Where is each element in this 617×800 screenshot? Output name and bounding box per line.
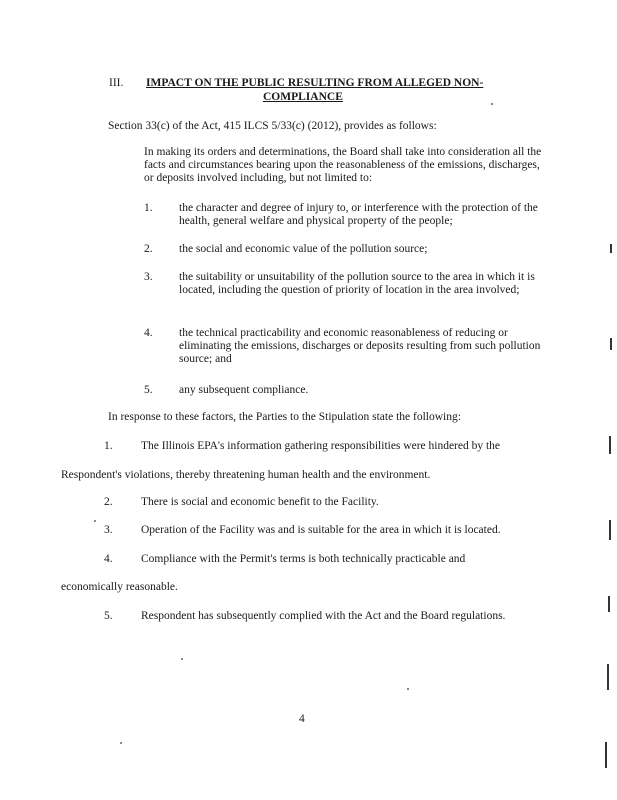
response-number: 1. <box>104 440 113 452</box>
scan-mark <box>610 244 612 253</box>
quote-item-text: the character and degree of injury to, or interference with the protection of the health, general welfare and physical property of the people; <box>179 202 538 227</box>
quote-item-number: 2. <box>144 243 153 255</box>
scan-speck <box>491 103 493 105</box>
intro-text: Section 33(c) of the Act, 415 ILCS 5/33(c) (2012), provides as follows: <box>108 120 437 132</box>
response-text: Respondent has subsequently complied with the Act and the Board regulations. <box>141 610 506 622</box>
response-text-continued: economically reasonable. <box>61 581 178 593</box>
response-text: Compliance with the Permit's terms is both technically practicable and <box>141 553 466 565</box>
page-number: 4 <box>299 713 305 725</box>
scan-mark <box>607 664 609 690</box>
response-number: 2. <box>104 496 113 508</box>
response-number: 3. <box>104 524 113 536</box>
scan-speck <box>181 658 183 660</box>
section-title-line1: IMPACT ON THE PUBLIC RESULTING FROM ALLEGED NON- <box>146 77 484 89</box>
response-text: Operation of the Facility was and is suitable for the area in which it is located. <box>141 524 501 536</box>
scan-mark <box>605 742 607 768</box>
quote-item-text: the technical practicability and economic reasonableness of reducing or eliminating the emissions, discharges or deposits resulting from such pollution source; and <box>179 327 541 365</box>
quote-item-number: 1. <box>144 202 153 214</box>
scan-speck <box>94 520 96 522</box>
scan-mark <box>610 338 612 350</box>
response-text: The Illinois EPA's information gathering responsibilities were hindered by the <box>141 440 501 452</box>
scan-mark <box>609 520 611 540</box>
scan-speck <box>407 688 409 690</box>
quote-item-text: the suitability or unsuitability of the pollution source to the area in which it is located, including the question of priority of location in the area involved; <box>179 271 535 296</box>
quote-item-number: 3. <box>144 271 153 283</box>
scan-speck <box>120 742 122 744</box>
quote-item-text: any subsequent compliance. <box>179 384 309 396</box>
section-title-line2: COMPLIANCE <box>263 91 343 103</box>
response-intro: In response to these factors, the Parties to the Stipulation state the following: <box>108 411 461 423</box>
quote-item-number: 5. <box>144 384 153 396</box>
quote-item-text: the social and economic value of the pollution source; <box>179 243 428 255</box>
section-number: III. <box>109 77 124 89</box>
response-text: There is social and economic benefit to the Facility. <box>141 496 379 508</box>
quote-item-number: 4. <box>144 327 153 339</box>
scan-mark <box>609 436 611 454</box>
response-text-continued: Respondent's violations, thereby threatening human health and the environment. <box>61 469 431 481</box>
response-number: 5. <box>104 610 113 622</box>
scan-mark <box>608 596 610 612</box>
quote-preamble: In making its orders and determinations, the Board shall take into consideration all the facts and circumstances bearing upon the reasonableness of the emissions, discharges, or deposits involved including, but not limited to: <box>144 146 542 184</box>
response-number: 4. <box>104 553 113 565</box>
